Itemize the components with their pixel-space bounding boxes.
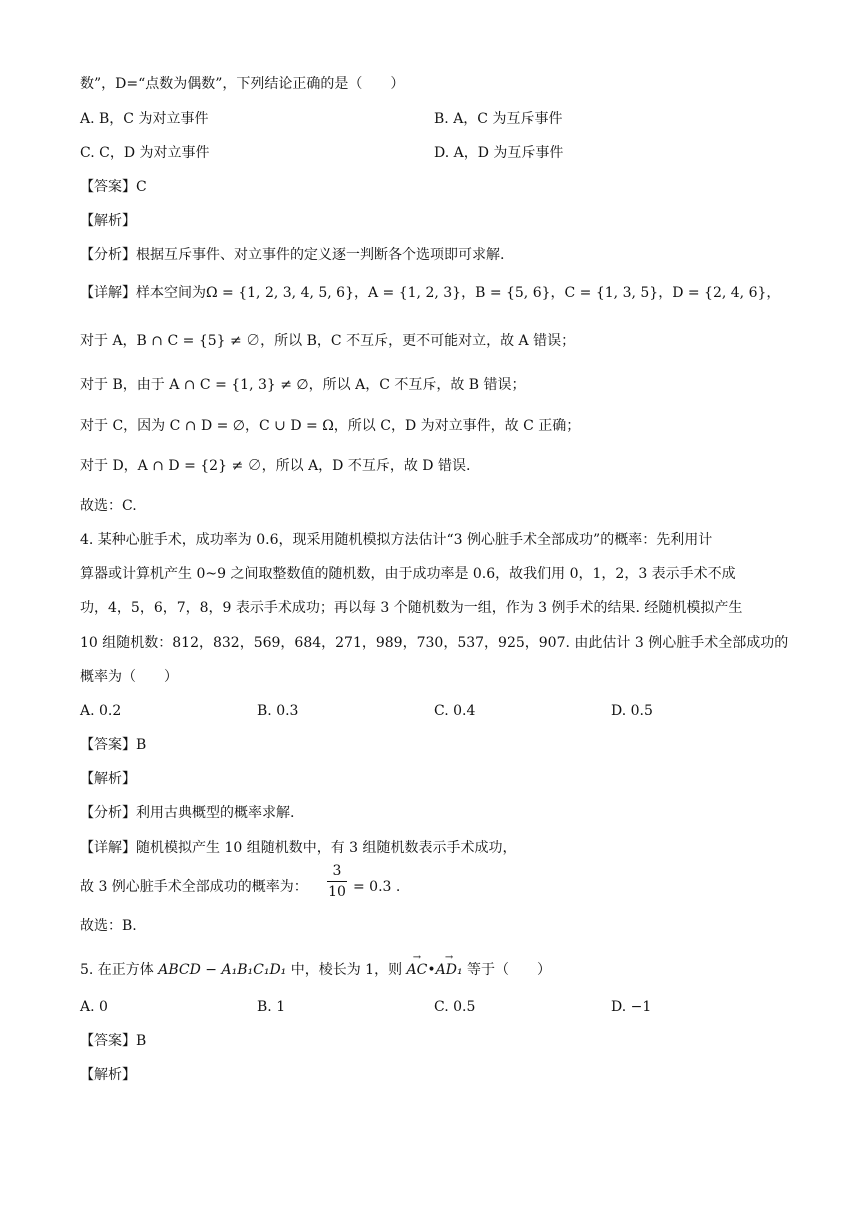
q4-option-a: A. 0.2 [80,703,122,719]
q4-fraction-denominator: 10 [328,884,346,900]
q4-analysis-header: 【解析】 [80,771,136,787]
q5-option-a: A. 0 [80,999,108,1015]
q4-result-suffix: = 0.3 . [353,879,401,895]
q4-stem-line3: 功，4，5，6，7，8，9 表示手术成功；再以每 3 个随机数为一组，作为 3 例手术的结果. 经随机模拟产生 [80,600,743,616]
q5-option-c: C. 0.5 [434,999,476,1015]
q3-option-a: A. B，C 为对立事件 [80,111,209,127]
q5-option-b: B. 1 [257,999,286,1015]
q5-stem [80,960,551,980]
q5-vector-ac: → AC [407,960,428,980]
q4-fraction-numerator: 3 [332,863,342,879]
q5-analysis-header: 【解析】 [80,1067,136,1083]
q4-stem-line1: 4. 某种心脏手术，成功率为 0.6，现采用随机模拟方法估计“3 例心脏手术全部成功”的概率：先利用计 [80,532,713,548]
q5-answer: 【答案】B [80,1033,147,1049]
q3-analysis: 【分析】根据互斥事件、对立事件的定义逐一判断各个选项即可求解. [80,247,505,263]
q4-analysis: 【分析】利用古典概型的概率求解. [80,805,295,821]
q4-detail: 【详解】随机模拟产生 10 组随机数中，有 3 组随机数表示手术成功， [80,840,517,856]
q5-stem-end: 等于（ ） [467,962,552,978]
q5-cube-name: ABCD − A₁B₁C₁D₁ [158,962,287,978]
q4-fraction [327,862,347,901]
q3-stem-end: 数”，D=“点数为偶数”，下列结论正确的是（ ） [80,76,405,92]
q4-stem-line2: 算器或计算机产生 0~9 之间取整数值的随机数，由于成功率是 0.6，故我们用 0，1，2，3 表示手术不成 [80,566,736,582]
q3-analysis-header: 【解析】 [80,213,136,229]
q3-option-d: D. A，D 为互斥事件 [434,145,564,161]
q5-option-d: D. −1 [611,999,652,1015]
q3-option-c: C. C，D 为对立事件 [80,145,210,161]
q4-stem-line4: 10 组随机数：812，832，569，684，271，989，730，537，925，907. 由此估计 3 例心脏手术全部成功的 [80,635,789,651]
q4-option-d: D. 0.5 [611,703,653,719]
q5-stem-prefix: 5. 在正方体 [80,962,154,978]
q4-stem-line5: 概率为（ ） [80,669,178,685]
q3-check-c: 对于 C，因为 C ∩ D = ∅，C ∪ D = Ω，所以 C，D 为对立事件，故 C 正确； [80,418,581,434]
q4-answer: 【答案】B [80,737,147,753]
q3-option-b: B. A，C 为互斥事件 [434,111,563,127]
q5-dot-operator: • [427,962,436,978]
q3-check-b: 对于 B，由于 A ∩ C = {1, 3} ≠ ∅，所以 A，C 不互斥，故 B 错误； [80,377,526,393]
q4-option-b: B. 0.3 [257,703,299,719]
q3-check-d: 对于 D，A ∩ D = {2} ≠ ∅，所以 A，D 不互斥，故 D 错误. [80,458,471,474]
q5-vector-ad1: → AD₁ [436,960,463,980]
q4-option-c: C. 0.4 [434,703,476,719]
q4-choose: 故选：B. [80,918,137,934]
q4-fraction-bar [327,881,347,882]
q5-stem-mid: 中，棱长为 1，则 [290,962,403,978]
q3-check-a: 对于 A，B ∩ C = {5} ≠ ∅，所以 B，C 不互斥，更不可能对立，故 A 错误； [80,333,576,349]
q4-result-prefix: 故 3 例心脏手术全部成功的概率为： [80,879,308,895]
q3-answer: 【答案】C [80,179,147,195]
q3-choose: 故选：C. [80,498,137,514]
q3-detail: 【详解】样本空间为Ω = {1, 2, 3, 4, 5, 6}，A = {1, 2, 3}，B = {5, 6}，C = {1, 3, 5}，D = {2, 4, 6}， [80,285,781,301]
